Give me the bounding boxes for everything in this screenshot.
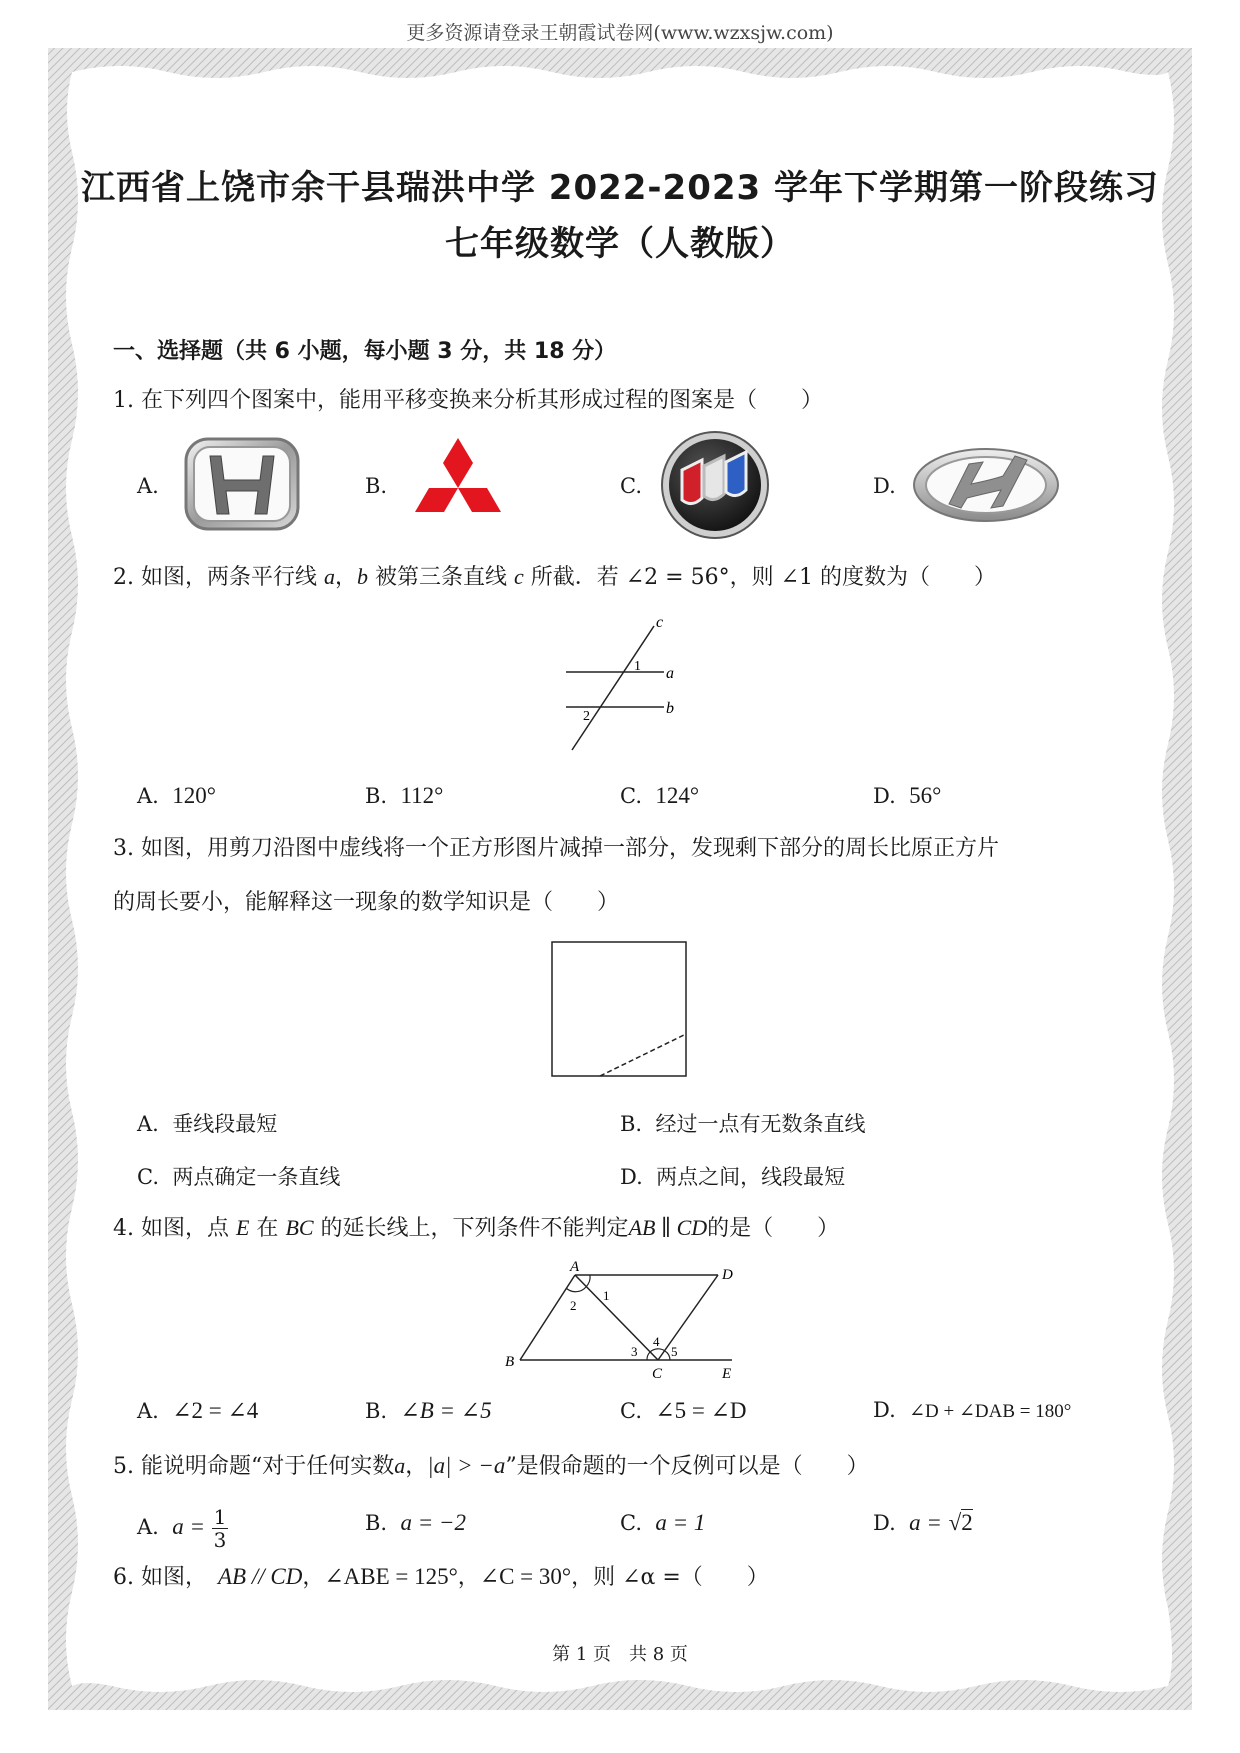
fig-label-e-point: E: [722, 1366, 732, 1382]
sqrt-symbol: √2: [948, 1510, 973, 1535]
section-heading: 一、选择题（共 6 小题，每小题 3 分，共 18 分）: [113, 339, 617, 364]
q5-option-c: C. a = 1: [620, 1510, 706, 1535]
var-b: b: [357, 564, 368, 589]
var-c: c: [514, 564, 524, 589]
hyundai-logo-icon: [911, 446, 1061, 524]
fig-label-angle-3: 3: [631, 1344, 638, 1359]
q1-option-a-label: A.: [137, 474, 159, 498]
q3-option-c: C. 两点确定一条直线: [137, 1165, 341, 1189]
q5-option-b: B. a = −2: [365, 1510, 467, 1535]
fig-label-c: c: [656, 614, 664, 631]
mitsubishi-logo-icon: [403, 436, 513, 534]
question-3-stem-line-1: 3. 如图，用剪刀沿图中虚线将一个正方形图片减掉一部分，发现剩下部分的周长比原正方片: [113, 836, 999, 861]
q2-option-b: B. 112°: [365, 783, 444, 808]
q3-option-b: B. 经过一点有无数条直线: [620, 1112, 866, 1136]
segment-bc: BC: [285, 1215, 314, 1240]
q4-option-c: C. ∠5 = ∠D: [620, 1398, 747, 1423]
q4-parallelogram-figure: [500, 1258, 750, 1383]
fig-label-angle-1: 1: [603, 1288, 610, 1303]
fig-label-angle-5: 5: [671, 1344, 678, 1359]
title-line-2: 七年级数学（人教版）: [445, 224, 795, 264]
q4-option-d: D. ∠D + ∠DAB = 180°: [873, 1398, 1072, 1422]
fig-label-2: 2: [583, 709, 590, 724]
q1-option-c-label: C.: [620, 474, 642, 498]
q5-option-d: D. a = √2: [873, 1510, 973, 1535]
fig-label-a-point: A: [570, 1259, 580, 1275]
abs-inequality: |a| > −a: [427, 1453, 506, 1478]
q4-option-b: B. ∠B = ∠5: [365, 1398, 492, 1423]
title-line-1: 江西省上饶市余干县瑞洪中学 2022-2023 学年下学期第一阶段练习: [80, 168, 1160, 208]
question-2-stem: 2. 如图，两条平行线 a，b 被第三条直线 c 所截．若 ∠2 = 56°，则 ∠1 的度数为（ ）: [113, 564, 997, 590]
q3-square-figure: [550, 940, 690, 1080]
q1-option-b-label: B.: [365, 474, 388, 498]
question-5-stem: 5. 能说明命题“对于任何实数a，|a| > −a”是假命题的一个反例可以是（ ）: [113, 1453, 869, 1479]
q2-parallel-lines-figure: [556, 612, 686, 752]
fraction-one-third: $\frac{1}{3}$: [213, 1505, 227, 1552]
q3-option-a: A. 垂线段最短: [137, 1112, 278, 1136]
question-4-stem: 4. 如图，点 E 在 BC 的延长线上，下列条件不能判定AB ∥ CD的是（ ）: [113, 1215, 840, 1241]
point-e: E: [235, 1215, 250, 1240]
q4-option-a: A. ∠2 = ∠4: [137, 1398, 259, 1423]
q3-option-d: D. 两点之间，线段最短: [620, 1165, 846, 1189]
fig-label-b: b: [666, 700, 674, 717]
fig-label-c-point: C: [652, 1366, 663, 1382]
question-3-stem-line-2: 的周长要小，能解释这一现象的数学知识是（ ）: [113, 890, 620, 915]
honda-logo-icon: [183, 436, 301, 532]
fig-label-a: a: [666, 665, 674, 682]
q1-option-d-label: D.: [873, 474, 896, 498]
fig-label-angle-4: 4: [653, 1334, 660, 1349]
question-6-stem: 6. 如图， AB // CD，∠ABE = 125°，∠C = 30°，则 ∠α =（ ）: [113, 1564, 769, 1590]
fig-label-d-point: D: [722, 1267, 733, 1283]
q2-option-c: C. 124°: [620, 783, 700, 808]
var-a: a: [323, 564, 335, 589]
q2-option-d: D. 56°: [873, 783, 942, 808]
question-1-stem: 1. 在下列四个图案中，能用平移变换来分析其形成过程的图案是（ ）: [113, 388, 823, 413]
fig-label-1: 1: [634, 659, 641, 674]
q5-option-a: A. a = $\frac{1}{3}$: [137, 1505, 227, 1552]
q2-option-a: A. 120°: [137, 783, 216, 808]
fig-label-angle-2: 2: [570, 1298, 577, 1313]
fig-label-b-point: B: [505, 1354, 515, 1370]
buick-logo-icon: [660, 430, 770, 540]
page-footer: 第 1 页 共 8 页: [552, 1644, 688, 1665]
header-note[interactable]: 更多资源请登录王朝霞试卷网(www.wzxsjw.com): [406, 22, 834, 44]
ab-parallel-cd: AB ∥ CD: [628, 1215, 708, 1240]
